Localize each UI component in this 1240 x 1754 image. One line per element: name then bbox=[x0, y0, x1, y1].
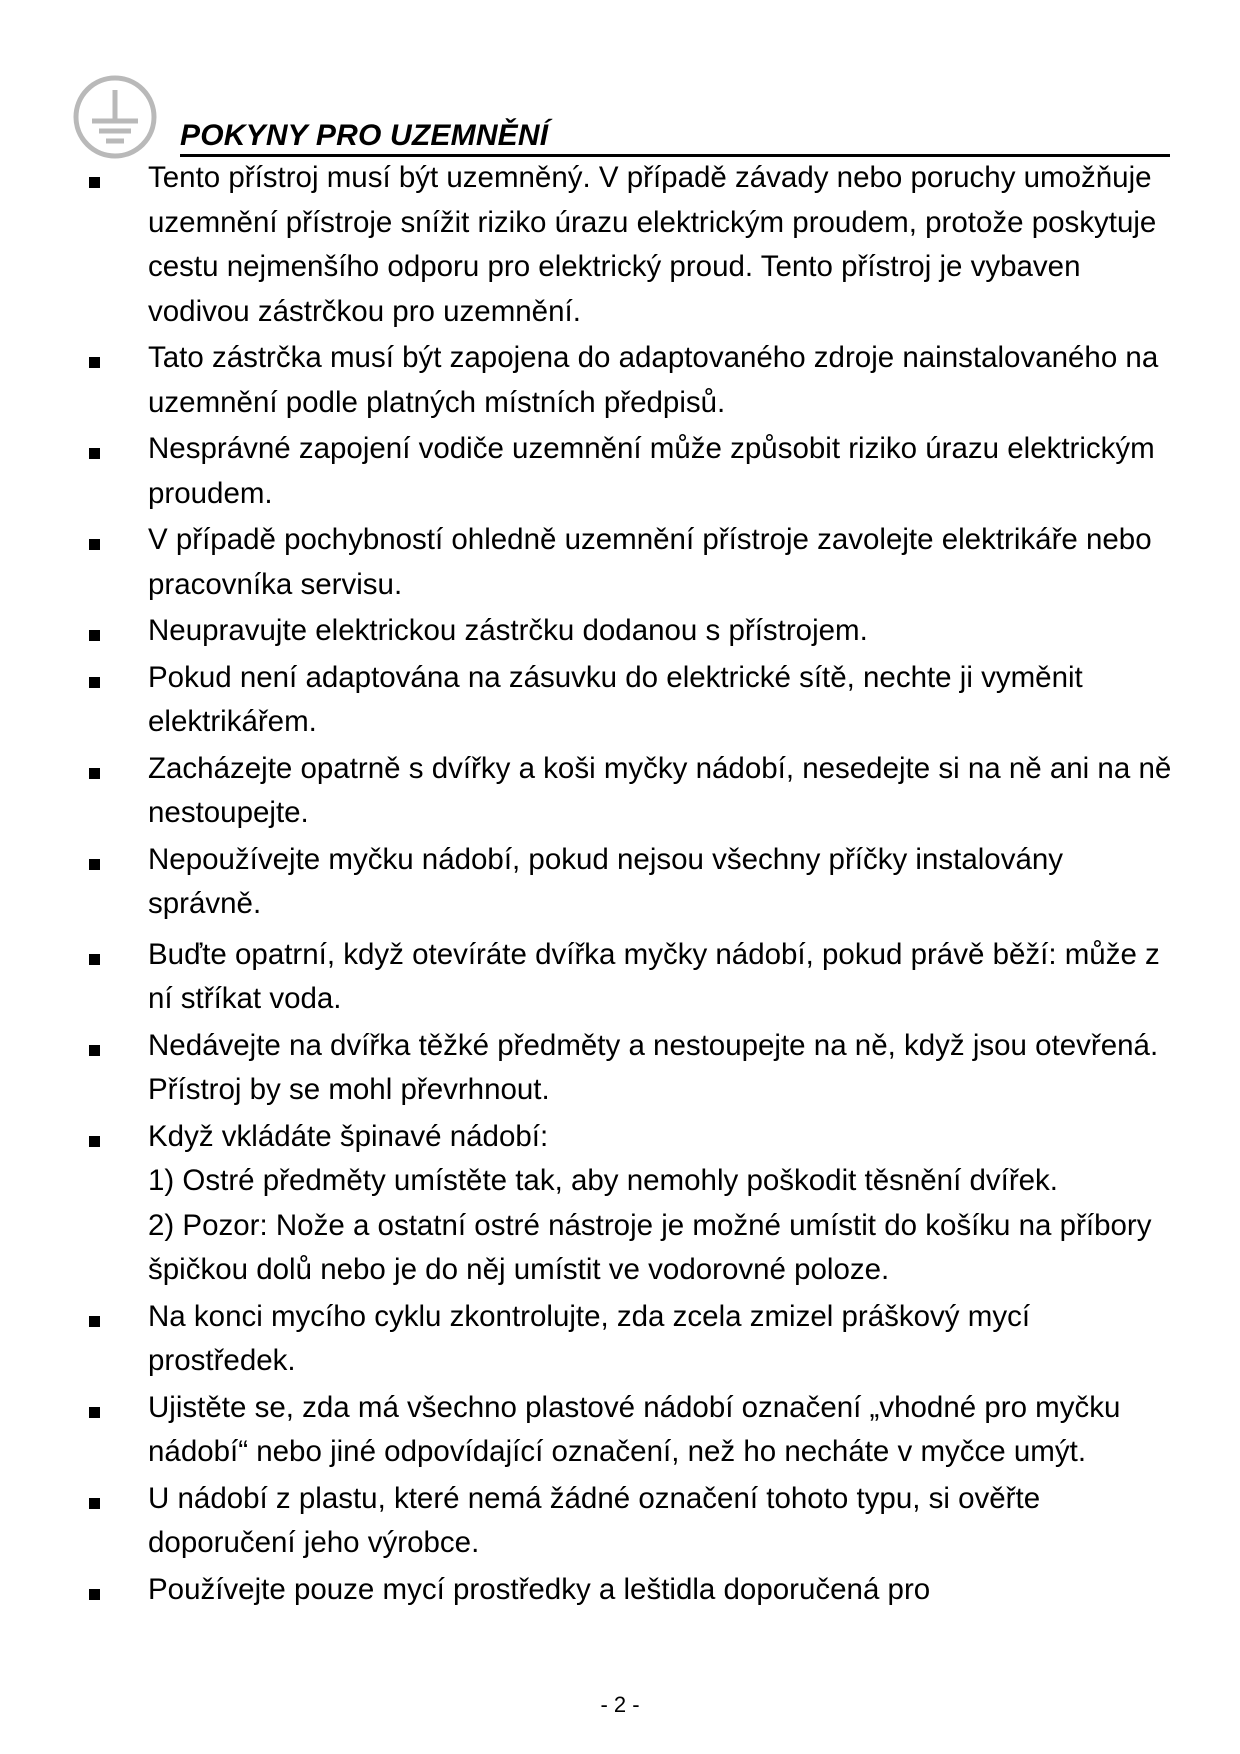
square-bullet-icon bbox=[89, 1136, 100, 1147]
item-text: U nádobí z plastu, které nemá žádné označení tohoto typu, si ověřte doporučení jeho výrobce. bbox=[148, 1481, 1041, 1559]
list-item bbox=[82, 656, 1172, 745]
item-text: Na konci mycího cyklu zkontrolujte, zda zcela zmizel práškový mycí prostředek. bbox=[148, 1299, 1031, 1377]
item-text: Zacházejte opatrně s dvířky a koši myčky nádobí, nesedejte si na ně ani na ně nestoupejte. bbox=[148, 751, 1172, 829]
item-text: Tato zástrčka musí být zapojena do adaptovaného zdroje nainstalovaného na uzemnění podle platných místních předpisů. bbox=[148, 341, 1159, 419]
page-number: - 2 - bbox=[600, 1692, 640, 1717]
section-heading bbox=[180, 118, 1170, 157]
square-bullet-icon bbox=[89, 539, 100, 550]
sub-item: 2) Pozor: Nože a ostatní ostré nástroje je možné umístit do košíku na příbory špičkou dolů nebo je do něj umístit ve vodorovné poloze. bbox=[148, 1208, 1152, 1286]
item-text: Ujistěte se, zda má všechno plastové nádobí označení „vhodné pro myčku nádobí“ nebo jiné odpovídající označení, než ho necháte v myčce umýt. bbox=[148, 1390, 1121, 1468]
square-bullet-icon bbox=[89, 1589, 100, 1600]
list-item bbox=[82, 1115, 1172, 1293]
square-bullet-icon bbox=[89, 859, 100, 870]
item-text: Nepoužívejte myčku nádobí, pokud nejsou všechny příčky instalovány správně. bbox=[148, 842, 1064, 920]
list-item bbox=[82, 1477, 1172, 1566]
square-bullet-icon bbox=[89, 954, 100, 965]
item-text: Pokud není adaptována na zásuvku do elektrické sítě, nechte ji vyměnit elektrikářem. bbox=[148, 660, 1083, 738]
square-bullet-icon bbox=[89, 357, 100, 368]
square-bullet-icon bbox=[89, 630, 100, 641]
item-text: Nesprávné zapojení vodiče uzemnění může způsobit riziko úrazu elektrickým proudem. bbox=[148, 432, 1155, 510]
square-bullet-icon bbox=[89, 448, 100, 459]
list-item bbox=[82, 518, 1172, 607]
square-bullet-icon bbox=[89, 177, 100, 188]
item-text: V případě pochybností ohledně uzemnění přístroje zavolejte elektrikáře nebo pracovníka servisu. bbox=[148, 523, 1152, 601]
list-item bbox=[82, 156, 1172, 334]
list-item bbox=[82, 336, 1172, 425]
square-bullet-icon bbox=[89, 1316, 100, 1327]
list-item bbox=[82, 838, 1172, 927]
list-item bbox=[82, 609, 1172, 654]
square-bullet-icon bbox=[89, 1045, 100, 1056]
list-item bbox=[82, 747, 1172, 836]
list-item bbox=[82, 1024, 1172, 1113]
ground-symbol-icon bbox=[72, 74, 158, 160]
item-text: Když vkládáte špinavé nádobí: bbox=[148, 1119, 549, 1153]
list-item bbox=[82, 1568, 1172, 1613]
item-text: Nedávejte na dvířka těžké předměty a nestoupejte na ně, když jsou otevřená. Přístroj by se mohl převrhnout. bbox=[148, 1028, 1159, 1106]
square-bullet-icon bbox=[89, 1407, 100, 1418]
sub-item: 1) Ostré předměty umístěte tak, aby nemohly poškodit těsnění dvířek. bbox=[148, 1164, 1059, 1197]
section-title: POKYNY PRO UZEMNĚNÍ bbox=[180, 119, 549, 152]
grounding-instructions-list bbox=[82, 156, 1172, 1614]
square-bullet-icon bbox=[89, 768, 100, 779]
list-item bbox=[82, 427, 1172, 516]
item-text: Používejte pouze mycí prostředky a leštidla doporučená pro bbox=[148, 1572, 931, 1606]
list-item bbox=[82, 1386, 1172, 1475]
list-item bbox=[82, 1295, 1172, 1384]
item-text: Tento přístroj musí být uzemněný. V případě závady nebo poruchy umožňuje uzemnění přístroje snížit riziko úrazu elektrickým proudem, protože poskytuje cestu nejmenšího odporu pro elektrický proud. Tento přístroj je vybaven vodivou zástrčkou pro uzemnění. bbox=[148, 161, 1157, 328]
item-text: Neupravujte elektrickou zástrčku dodanou s přístrojem. bbox=[148, 614, 868, 647]
square-bullet-icon bbox=[89, 677, 100, 688]
list-item bbox=[82, 933, 1172, 1022]
item-text: Buďte opatrní, když otevíráte dvířka myčky nádobí, pokud právě běží: může z ní stříkat voda. bbox=[148, 937, 1160, 1015]
square-bullet-icon bbox=[89, 1498, 100, 1509]
